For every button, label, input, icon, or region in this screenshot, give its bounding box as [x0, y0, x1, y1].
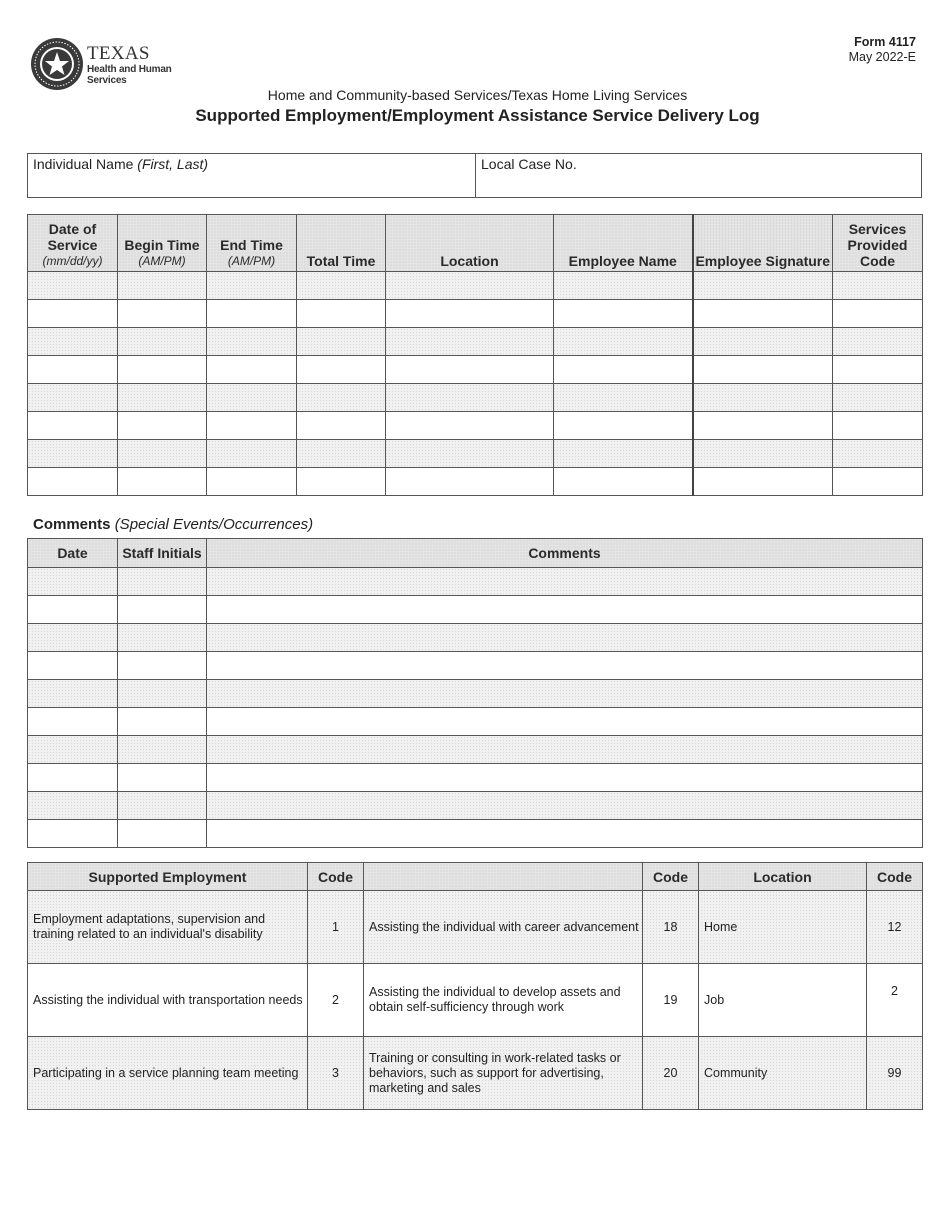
log-cell[interactable] [386, 468, 554, 496]
comment-cell[interactable] [118, 736, 207, 764]
comment-cell[interactable] [207, 680, 923, 708]
ea-description: Assisting the individual to develop assets and obtain self-sufficiency through work [364, 964, 643, 1037]
comments-body [28, 568, 923, 848]
program-name: Home and Community-based Services/Texas Home Living Services [267, 87, 688, 103]
col-ea-code: Code [643, 863, 699, 891]
col-location: Location [699, 863, 867, 891]
log-cell[interactable] [28, 328, 118, 356]
col-employment-assistance [364, 863, 643, 891]
log-cell[interactable] [554, 328, 693, 356]
location-name: Job [699, 964, 867, 1037]
se-description: Assisting the individual with transportation needs [28, 964, 308, 1037]
col-date-of-service [28, 215, 118, 272]
log-cell[interactable] [554, 440, 693, 468]
log-cell[interactable] [297, 328, 386, 356]
individual-name-hint: (First, Last) [137, 156, 209, 172]
col-supported-employment: Supported Employment [28, 863, 308, 891]
col-sub: (AM/PM) [138, 254, 186, 268]
location-name: Community [699, 1037, 867, 1110]
log-cell[interactable] [693, 328, 833, 356]
se-description: Employment adaptations, supervision and training related to an individual's disability [28, 891, 308, 964]
log-cell[interactable] [207, 384, 297, 412]
service-log-table [27, 214, 923, 496]
code-row [28, 964, 923, 1037]
log-row [28, 272, 923, 300]
log-cell[interactable] [28, 384, 118, 412]
code-row [28, 891, 923, 964]
log-row [28, 328, 923, 356]
code-row [28, 1037, 923, 1110]
log-cell[interactable] [693, 272, 833, 300]
log-cell[interactable] [386, 328, 554, 356]
codes-header-row [28, 863, 923, 891]
comments-title: Comments [33, 516, 111, 533]
comment-row [28, 568, 923, 596]
col-comments: Comments [207, 539, 923, 568]
comment-row [28, 792, 923, 820]
ea-code: 19 [643, 964, 699, 1037]
comments-subtitle: (Special Events/Occurrences) [114, 516, 314, 533]
log-cell[interactable] [693, 412, 833, 440]
col-sub: (mm/dd/yy) [42, 254, 103, 268]
log-cell[interactable] [207, 440, 297, 468]
comment-cell[interactable] [118, 680, 207, 708]
comment-row [28, 708, 923, 736]
comment-row [28, 624, 923, 652]
ea-code: 18 [643, 891, 699, 964]
comment-cell[interactable] [207, 736, 923, 764]
comments-heading [33, 516, 313, 533]
local-case-label: Local Case No. [481, 156, 577, 172]
comment-cell[interactable] [118, 792, 207, 820]
col-comment-date: Date [28, 539, 118, 568]
log-row [28, 440, 923, 468]
log-cell[interactable] [297, 356, 386, 384]
log-cell[interactable] [28, 468, 118, 496]
comment-row [28, 820, 923, 848]
comment-cell[interactable] [28, 820, 118, 848]
se-description: Participating in a service planning team meeting [28, 1037, 308, 1110]
log-cell[interactable] [207, 272, 297, 300]
log-cell[interactable] [554, 356, 693, 384]
log-cell[interactable] [554, 412, 693, 440]
log-cell[interactable] [693, 468, 833, 496]
individual-name-label: Individual Name [33, 156, 134, 172]
log-cell[interactable] [693, 300, 833, 328]
log-cell[interactable] [833, 272, 923, 300]
comments-header-row [28, 539, 923, 568]
col-staff-initials: Staff Initials [118, 539, 207, 568]
comment-cell[interactable] [207, 652, 923, 680]
form-date: May 2022-E [848, 50, 916, 64]
comment-cell[interactable] [207, 764, 923, 792]
texas-seal-icon [30, 37, 84, 91]
local-case-field[interactable] [476, 154, 921, 197]
log-cell[interactable] [297, 272, 386, 300]
log-cell[interactable] [386, 440, 554, 468]
comment-cell[interactable] [118, 624, 207, 652]
logo-subtitle [87, 64, 172, 86]
log-cell[interactable] [693, 356, 833, 384]
form-number: Form 4117 [854, 35, 916, 49]
hhs-logo [30, 37, 180, 92]
comment-cell[interactable] [118, 820, 207, 848]
ea-code: 20 [643, 1037, 699, 1110]
log-cell[interactable] [28, 412, 118, 440]
logo-line-1: Health and Human [87, 64, 172, 75]
se-code: 1 [308, 891, 364, 964]
log-cell[interactable] [297, 384, 386, 412]
log-row [28, 300, 923, 328]
col-employee-signature [693, 215, 833, 272]
log-cell[interactable] [833, 440, 923, 468]
comment-cell[interactable] [28, 736, 118, 764]
comment-cell[interactable] [118, 652, 207, 680]
comment-cell[interactable] [207, 624, 923, 652]
log-cell[interactable] [386, 384, 554, 412]
log-cell[interactable] [554, 272, 693, 300]
col-end-time [207, 215, 297, 272]
comment-cell[interactable] [118, 568, 207, 596]
form-number-block [849, 35, 916, 65]
log-cell[interactable] [118, 356, 207, 384]
comment-row [28, 680, 923, 708]
col-sub: (AM/PM) [227, 254, 276, 268]
log-cell[interactable] [207, 328, 297, 356]
log-cell[interactable] [118, 468, 207, 496]
log-row [28, 412, 923, 440]
log-cell[interactable] [386, 356, 554, 384]
log-cell[interactable] [554, 468, 693, 496]
comment-cell[interactable] [207, 820, 923, 848]
log-row [28, 356, 923, 384]
log-cell[interactable] [118, 272, 207, 300]
col-employee-name [554, 215, 693, 272]
col-begin-time [118, 215, 207, 272]
log-cell[interactable] [297, 468, 386, 496]
log-cell[interactable] [118, 440, 207, 468]
comment-cell[interactable] [28, 708, 118, 736]
log-cell[interactable] [833, 468, 923, 496]
col-label: Location [440, 253, 499, 269]
log-cell[interactable] [28, 440, 118, 468]
log-cell[interactable] [693, 440, 833, 468]
identity-box [27, 153, 922, 198]
comment-cell[interactable] [28, 792, 118, 820]
comment-cell[interactable] [118, 764, 207, 792]
log-cell[interactable] [118, 384, 207, 412]
col-services-code [833, 215, 923, 272]
log-cell[interactable] [297, 440, 386, 468]
log-cell[interactable] [833, 384, 923, 412]
log-cell[interactable] [554, 300, 693, 328]
location-code: 12 [867, 891, 923, 964]
col-label: Employee Name [568, 253, 677, 269]
individual-name-field[interactable] [28, 154, 476, 197]
col-label: End Time [220, 237, 283, 253]
log-body [28, 272, 923, 496]
col-label: Total Time [306, 253, 376, 269]
log-cell[interactable] [833, 328, 923, 356]
log-cell[interactable] [833, 356, 923, 384]
log-cell[interactable] [833, 412, 923, 440]
log-cell[interactable] [28, 272, 118, 300]
log-cell[interactable] [207, 300, 297, 328]
comment-cell[interactable] [207, 708, 923, 736]
codes-table [27, 862, 923, 1110]
log-cell[interactable] [28, 356, 118, 384]
log-cell[interactable] [207, 412, 297, 440]
comment-cell[interactable] [207, 596, 923, 624]
location-name: Home [699, 891, 867, 964]
col-label: Services Provided Code [847, 221, 908, 269]
logo-line-2: Services [87, 75, 127, 86]
location-code: 2 [867, 964, 923, 1037]
log-cell[interactable] [118, 412, 207, 440]
log-cell[interactable] [28, 300, 118, 328]
ea-description: Assisting the individual with career advancement [364, 891, 643, 964]
log-cell[interactable] [118, 328, 207, 356]
comment-row [28, 736, 923, 764]
col-location [386, 215, 554, 272]
se-code: 2 [308, 964, 364, 1037]
comments-table [27, 538, 923, 848]
comment-cell[interactable] [118, 708, 207, 736]
col-total-time [297, 215, 386, 272]
log-cell[interactable] [207, 356, 297, 384]
log-header-row [28, 215, 923, 272]
se-code: 3 [308, 1037, 364, 1110]
comment-row [28, 652, 923, 680]
comment-cell[interactable] [28, 624, 118, 652]
log-cell[interactable] [386, 412, 554, 440]
log-cell[interactable] [297, 412, 386, 440]
comment-row [28, 596, 923, 624]
comment-cell[interactable] [207, 568, 923, 596]
page-title: Supported Employment/Employment Assistance Service Delivery Log [195, 106, 760, 125]
ea-description: Training or consulting in work-related tasks or behaviors, such as support for advertising, marketing and sales [364, 1037, 643, 1110]
comment-cell[interactable] [28, 680, 118, 708]
comment-cell[interactable] [207, 792, 923, 820]
col-label: Employee Signature [695, 253, 831, 269]
log-cell[interactable] [118, 300, 207, 328]
log-cell[interactable] [693, 384, 833, 412]
col-label: Date of Service [47, 221, 98, 253]
logo-texas-text: TEXAS [87, 43, 150, 64]
log-row [28, 468, 923, 496]
log-cell[interactable] [554, 384, 693, 412]
comment-cell[interactable] [28, 764, 118, 792]
log-cell[interactable] [386, 300, 554, 328]
log-cell[interactable] [386, 272, 554, 300]
log-cell[interactable] [833, 300, 923, 328]
location-code: 99 [867, 1037, 923, 1110]
col-se-code: Code [308, 863, 364, 891]
log-cell[interactable] [297, 300, 386, 328]
log-cell[interactable] [207, 468, 297, 496]
comment-cell[interactable] [28, 568, 118, 596]
comment-cell[interactable] [28, 596, 118, 624]
col-label: Begin Time [124, 237, 200, 253]
comment-cell[interactable] [118, 596, 207, 624]
comment-row [28, 764, 923, 792]
comment-cell[interactable] [28, 652, 118, 680]
col-location-code: Code [867, 863, 923, 891]
log-row [28, 384, 923, 412]
